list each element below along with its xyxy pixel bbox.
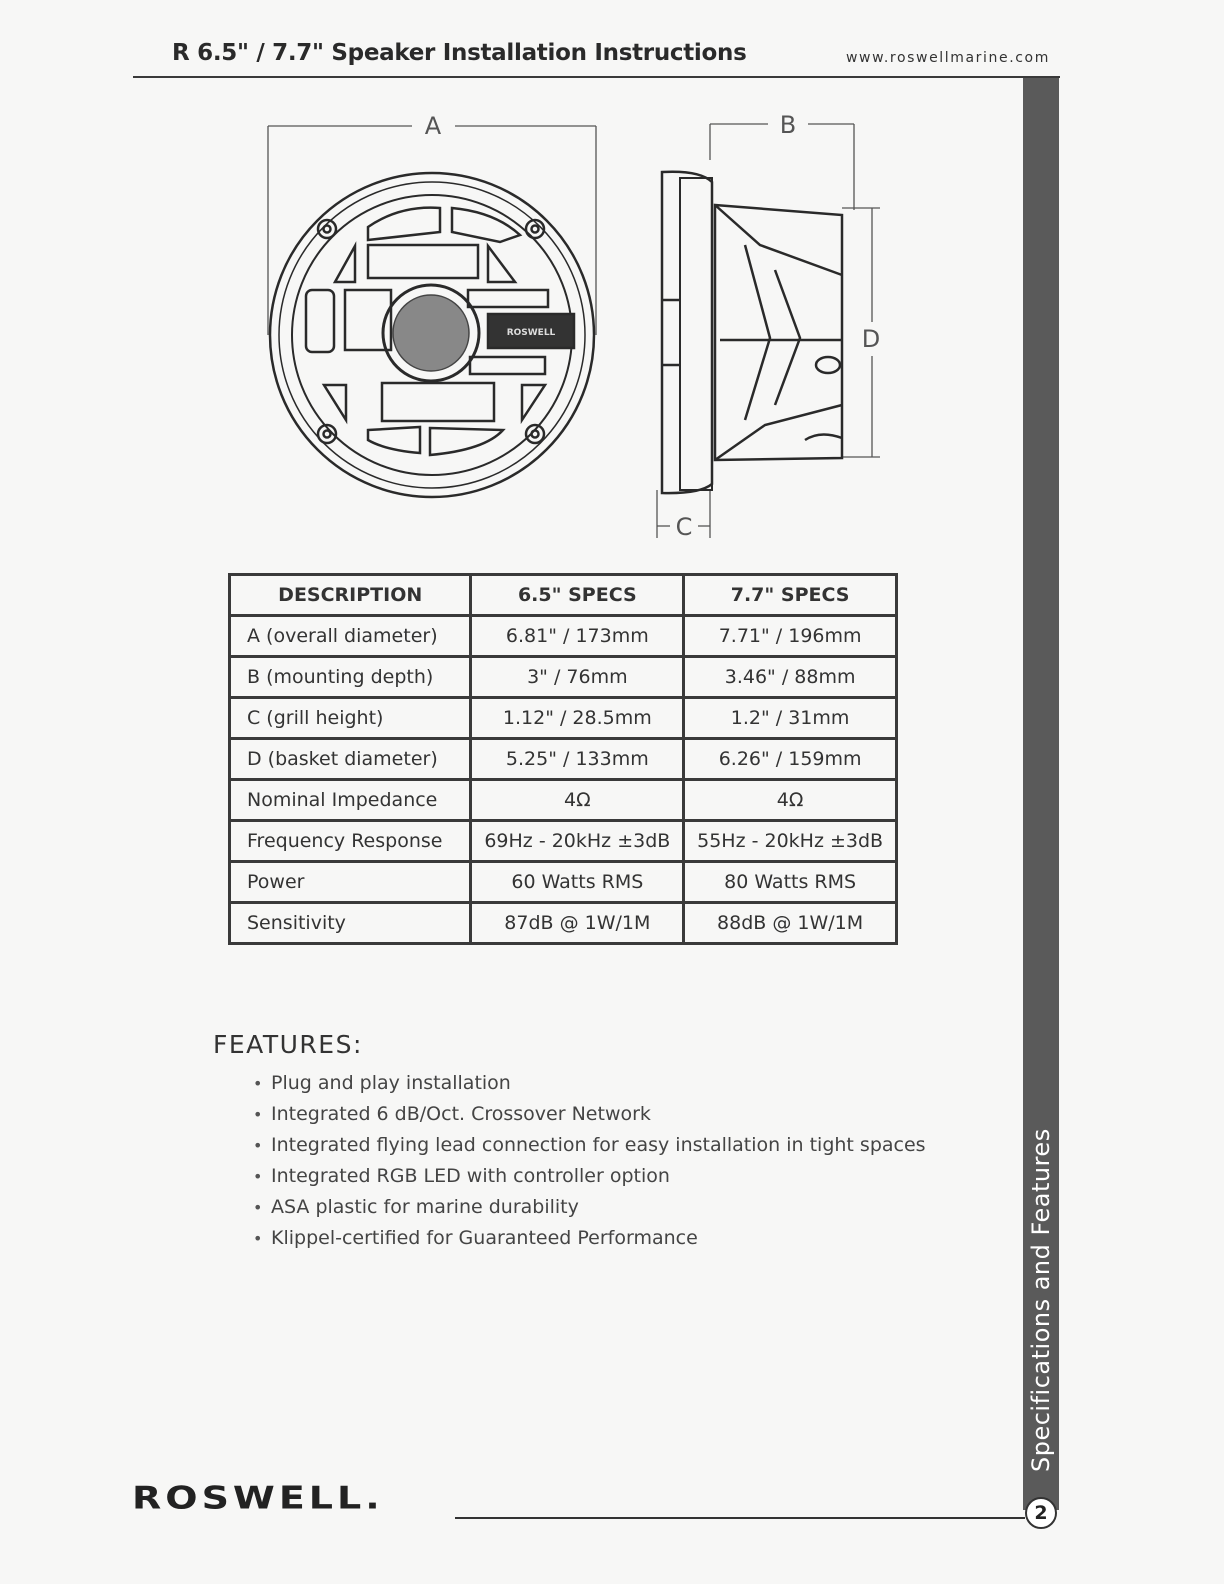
dimension-label-c: C [675, 513, 693, 541]
spec-description: Frequency Response [230, 821, 471, 862]
table-row [230, 821, 897, 862]
spec-value-6-5: 5.25" / 133mm [471, 739, 684, 780]
spec-value-7-7: 7.71" / 196mm [684, 616, 897, 657]
spec-description: Power [230, 862, 471, 903]
features-heading: FEATURES: [213, 1030, 363, 1059]
list-item: • ASA plastic for marine durability [253, 1193, 926, 1224]
table-row [230, 616, 897, 657]
spec-value-7-7: 3.46" / 88mm [684, 657, 897, 698]
speaker-side-view [662, 172, 842, 493]
dimension-label-d: D [861, 325, 881, 353]
page-number-badge: 2 [1025, 1497, 1057, 1529]
list-item: • Plug and play installation [253, 1069, 926, 1100]
dimension-label-b: B [779, 111, 797, 139]
spec-value-6-5: 87dB @ 1W/1M [471, 903, 684, 944]
spec-value-7-7: 4Ω [684, 780, 897, 821]
list-item: • Integrated 6 dB/Oct. Crossover Network [253, 1100, 926, 1131]
list-item: • Integrated RGB LED with controller option [253, 1162, 926, 1193]
table-header-row [230, 575, 897, 616]
table-row [230, 657, 897, 698]
features-list [253, 1069, 926, 1255]
speaker-dimension-diagram [0, 0, 1224, 560]
spec-value-7-7: 1.2" / 31mm [684, 698, 897, 739]
footer-divider [455, 1517, 1025, 1519]
column-header-7-7-specs: 7.7" SPECS [684, 575, 897, 616]
spec-description: A (overall diameter) [230, 616, 471, 657]
spec-value-6-5: 4Ω [471, 780, 684, 821]
spec-value-7-7: 55Hz - 20kHz ±3dB [684, 821, 897, 862]
table-row [230, 862, 897, 903]
table-row [230, 739, 897, 780]
page-title: R 6.5" / 7.7" Speaker Installation Instructions [172, 40, 747, 66]
table-row [230, 698, 897, 739]
roswell-logo: ROSWELL. [132, 1480, 384, 1517]
section-label: Specifications and Features [1027, 1128, 1055, 1472]
list-item: • Klippel-certified for Guaranteed Performance [253, 1224, 926, 1255]
column-header-description: DESCRIPTION [230, 575, 471, 616]
table-row [230, 903, 897, 944]
grille-logo: ROSWELL [506, 328, 556, 338]
spec-value-7-7: 80 Watts RMS [684, 862, 897, 903]
spec-value-6-5: 6.81" / 173mm [471, 616, 684, 657]
spec-description: B (mounting depth) [230, 657, 471, 698]
spec-description: Nominal Impedance [230, 780, 471, 821]
spec-description: C (grill height) [230, 698, 471, 739]
specifications-table [228, 573, 898, 945]
table-row [230, 780, 897, 821]
column-header-6-5-specs: 6.5" SPECS [471, 575, 684, 616]
spec-value-6-5: 3" / 76mm [471, 657, 684, 698]
list-item: • Integrated flying lead connection for easy installation in tight spaces [253, 1131, 926, 1162]
spec-description: D (basket diameter) [230, 739, 471, 780]
dimension-label-a: A [424, 112, 442, 140]
spec-value-6-5: 69Hz - 20kHz ±3dB [471, 821, 684, 862]
website-url[interactable]: www.roswellmarine.com [846, 50, 1050, 66]
spec-value-7-7: 88dB @ 1W/1M [684, 903, 897, 944]
spec-value-6-5: 1.12" / 28.5mm [471, 698, 684, 739]
spec-value-7-7: 6.26" / 159mm [684, 739, 897, 780]
spec-value-6-5: 60 Watts RMS [471, 862, 684, 903]
spec-description: Sensitivity [230, 903, 471, 944]
